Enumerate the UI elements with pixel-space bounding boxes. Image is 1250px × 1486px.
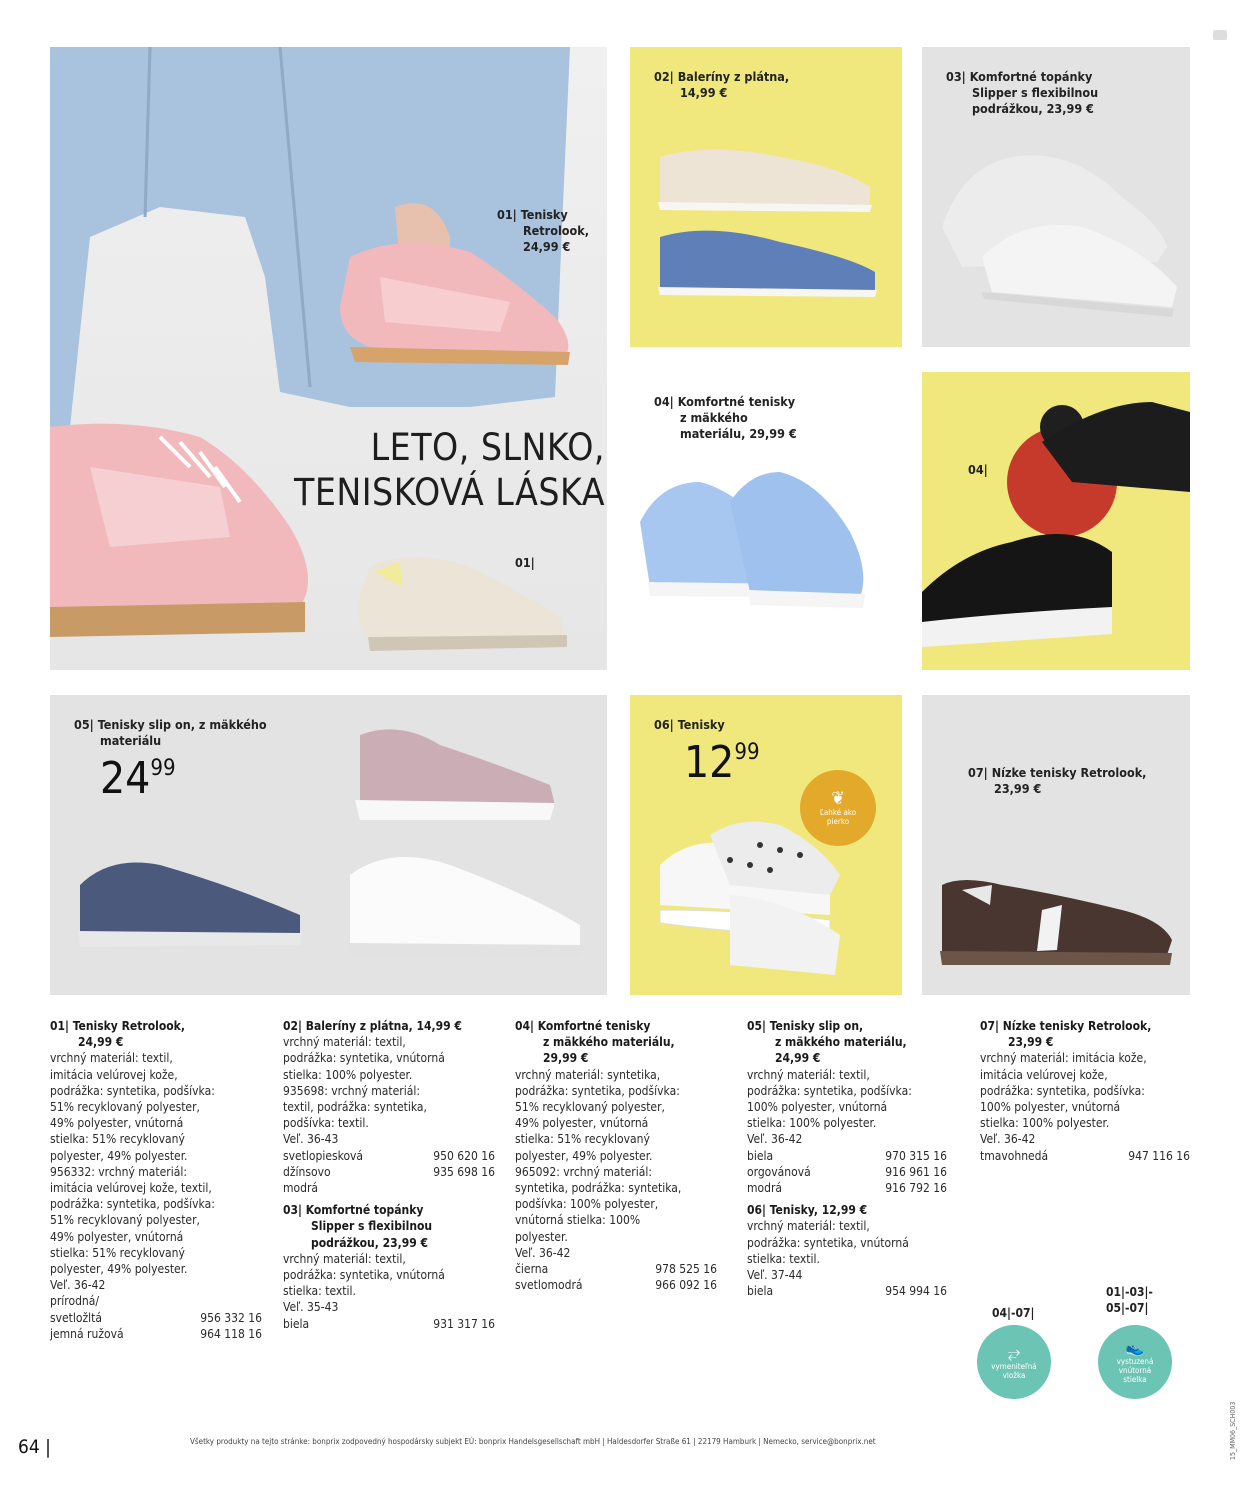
c2-title-3c: podrážkou, 23,99 € [311,1235,428,1250]
hero-headline [275,425,605,515]
hero-tag-01: 01| [515,555,535,570]
c3-r1-name: čierna [515,1262,549,1277]
panel-06-tenisky [630,695,902,995]
hero-label-num: 01| [497,207,517,222]
replaceable-insole-badge [977,1325,1051,1399]
insole-icon: ⥂ [1007,1343,1021,1362]
c5-r1-code: 947 116 16 [1128,1148,1190,1163]
c4-r6-code: 954 994 16 [885,1284,947,1299]
c4-variant-1 [747,1148,947,1164]
hero-label-l2: Retrolook, [523,223,589,238]
detail-col-04 [515,1018,717,1293]
p03-l2: Slipper s flexibilnou [972,85,1099,100]
c2-l3-0: vrchný materiál: textil, [283,1251,406,1266]
c3-r2-name: svetlomodrá [515,1278,583,1293]
p05-num: 05| [74,717,94,732]
feather-icon: ❦ [831,788,845,809]
c3-variant-1 [515,1261,717,1277]
badge-line-1: Ľahké ako [819,808,857,817]
c5-line-4: stielka: 100% polyester. [980,1116,1110,1131]
c2-title-3b: Slipper s flexibilnou [311,1219,433,1234]
c3-r1-code: 978 525 16 [655,1262,717,1277]
p02-l2: 14,99 € [680,85,728,100]
c3-line-11: Veľ. 36-42 [515,1245,571,1260]
c3-line-0: vrchný materiál: syntetika, [515,1067,661,1082]
c4-line-0: vrchný materiál: textil, [747,1067,870,1082]
c4-variant-6 [747,1283,947,1299]
c2-r1-name: svetlopiesková [283,1148,364,1163]
c1-line-14: Veľ. 36-42 [50,1278,106,1293]
c4-variant-3 [747,1180,947,1196]
c5-line-5: Veľ. 36-42 [980,1132,1036,1147]
c4-line-1: podrážka: syntetika, podšívka: [747,1083,912,1098]
c1-r2-name: jemná ružová [50,1326,124,1341]
panel-04-soft-sneakers [630,372,902,672]
c5-r1-name: tmavohnedá [980,1148,1049,1163]
c5-line-1: imitácia velúrovej kože, [980,1067,1108,1082]
icon2-label-l2: 05|-07| [1106,1301,1149,1315]
c4-r3-code: 916 792 16 [885,1181,947,1196]
soft-sneakers-image [630,372,902,672]
c4-title-2: z mäkkého materiálu, [775,1035,907,1050]
detail-col-07 [980,1018,1190,1164]
panel-02-ballerinas [630,47,902,347]
panel-03-slippers [922,47,1190,347]
c2-variant-3 [283,1316,495,1332]
catalog-code: 15_MM06_SCH003 [1229,1401,1237,1460]
c4-r6-name: biela [747,1284,774,1299]
icon2-text-l1: vystuzená [1116,1357,1154,1366]
hero-photo [50,47,607,670]
c1-line-9: podrážka: syntetika, podšívka: [50,1197,215,1212]
c2-line-1: podrážka: syntetika, vnútorná [283,1051,445,1066]
panel-04-black-sneakers [922,372,1190,670]
c4-title-3: 24,99 € [775,1051,821,1066]
c2-line-0: vrchný materiál: textil, [283,1035,406,1050]
headline-line-2: TENISKOVÁ LÁSKA [294,471,605,514]
detail-col-05 [747,1018,947,1299]
panel-07-low-sneakers [922,695,1190,995]
p03-l1: Komfortné topánky [969,69,1093,84]
p06-price-dec: 99 [734,740,760,765]
c4-title-6: 06| Tenisky, 12,99 € [747,1203,868,1218]
shoe-icon: 👟 [1125,1339,1145,1357]
hero-label-l1: Tenisky [520,207,568,222]
c1-variant-2 [50,1326,262,1342]
c1-r2-code: 964 118 16 [200,1326,262,1341]
c4-title-1: 05| Tenisky slip on, [747,1019,864,1033]
icon2-text-l3: stielka [1123,1375,1147,1384]
c2-title-1: 02| Baleríny z plátna, 14,99 € [283,1019,462,1033]
c2-r2-name2: modrá [283,1181,319,1196]
p06-num: 06| [654,717,674,732]
c3-line-8: podšívka: 100% polyester, [515,1197,659,1212]
c4-r3-name: modrá [747,1181,783,1196]
c3-variant-2 [515,1277,717,1293]
c3-line-5: polyester, 49% polyester. [515,1148,653,1163]
c3-title-3: 29,99 € [543,1051,589,1066]
p03-num: 03| [946,69,966,84]
c4-r2-code: 916 961 16 [885,1164,947,1179]
p06-price-int: 12 [684,737,735,788]
c4-variant-2 [747,1164,947,1180]
ballerinas-image [630,47,902,347]
c2-line-5: podšívka: textil. [283,1116,369,1131]
c1-title-2: 24,99 € [78,1035,124,1050]
c3-line-3: 49% polyester, vnútorná [515,1116,649,1131]
c1-line-0: vrchný materiál: textil, [50,1051,173,1066]
p04b-label: 04| [968,462,988,477]
c1-line-3: 51% recyklovaný polyester, [50,1100,200,1115]
c3-r2-code: 966 092 16 [655,1278,717,1293]
c2-r2-code: 935 698 16 [433,1164,495,1179]
c5-line-0: vrchný materiál: imitácia kože, [980,1051,1147,1066]
c1-title-1: 01| Tenisky Retrolook, [50,1019,185,1033]
p05-price-int: 24 [100,753,151,804]
page-number: 64 | [18,1436,51,1458]
c3-line-7: syntetika, podrážka: syntetika, [515,1181,682,1196]
p07-num: 07| [968,765,988,780]
c4-r2-name: orgovánová [747,1164,811,1179]
c4-l6-0: vrchný materiál: textil, [747,1219,870,1234]
c3-line-10: polyester. [515,1229,568,1244]
c4-l6-2: stielka: textil. [747,1251,820,1266]
black-sneakers-image [922,372,1190,670]
c3-line-6: 965092: vrchný materiál: [515,1164,652,1179]
c1-line-11: 49% polyester, vnútorná [50,1229,184,1244]
c1-line-13: polyester, 49% polyester. [50,1262,188,1277]
detail-col-02 [283,1018,495,1332]
c5-title-2: 23,99 € [1008,1035,1054,1050]
c1-line-4: 49% polyester, vnútorná [50,1116,184,1131]
c1-r1-name: prírodná/ [50,1294,100,1309]
p02-l1: Baleríny z plátna, [677,69,790,84]
p04a-l1: Komfortné tenisky [677,394,796,409]
corner-mark [1213,30,1227,40]
c2-variant-2 [283,1164,495,1180]
hero-label-price: 24,99 € [523,239,571,254]
c3-line-4: stielka: 51% recyklovaný [515,1132,650,1147]
footer-legal-text: Všetky produkty na tejto stránke: bonprix zodpovedný hospodársky subjekt EÚ: bonprix Handelsgesellschaft mbH | Haldesdorfer Straße 61 | 22179 Hamburk | Nemecko, service@bonprix.net [190,1437,876,1446]
slip-on-sneakers-image [50,695,607,995]
c2-line-2: stielka: 100% polyester. [283,1067,413,1082]
c2-line-3: 935698: vrchný materiál: [283,1083,420,1098]
p04a-num: 04| [654,394,674,409]
c2-variant-1 [283,1148,495,1164]
c1-variant-1 [50,1293,262,1309]
c1-line-7: 956332: vrchný materiál: [50,1164,187,1179]
p06-l1: Tenisky [677,717,725,732]
c2-r3-code: 931 317 16 [433,1316,495,1331]
c2-l3-3: Veľ. 35-43 [283,1300,339,1315]
c3-title-2: z mäkkého materiálu, [543,1035,675,1050]
c2-line-4: textil, podrážka: syntetika, [283,1100,427,1115]
c1-line-10: 51% recyklovaný polyester, [50,1213,200,1228]
hero-panel [50,47,607,670]
c3-line-9: vnútorná stielka: 100% [515,1213,641,1228]
c2-r3-name: biela [283,1316,310,1331]
c1-line-12: stielka: 51% recyklovaný [50,1245,185,1260]
badge-line-2: pierko [826,817,850,826]
c5-title-1: 07| Nízke tenisky Retrolook, [980,1019,1152,1033]
c4-line-4: Veľ. 36-42 [747,1132,803,1147]
c1-line-8: imitácia velúrovej kože, textil, [50,1181,212,1196]
c2-title-3a: 03| Komfortné topánky [283,1203,424,1218]
c4-line-2: 100% polyester, vnútorná [747,1100,888,1115]
p03-l3: podrážkou, 23,99 € [972,101,1094,116]
c1-r1-name2: svetložltá [50,1310,103,1325]
panel-05-slip-on [50,695,607,995]
p05-l1: Tenisky slip on, z mäkkého [97,717,267,732]
p07-l1: Nízke tenisky Retrolook, [991,765,1147,780]
page-number-value: 64 [18,1436,40,1458]
p04a-l2: z mäkkého [680,410,748,425]
p07-l2: 23,99 € [994,781,1042,796]
c5-line-2: podrážka: syntetika, podšívka: [980,1083,1145,1098]
c3-title-1: 04| Komfortné tenisky [515,1019,651,1033]
white-sneakers-image [630,695,902,995]
c1-line-1: imitácia velúrovej kože, [50,1067,178,1082]
c1-r1-code: 956 332 16 [200,1310,262,1325]
c2-r1-code: 950 620 16 [433,1148,495,1163]
c5-variant-1 [980,1148,1190,1164]
icon2-label-l1: 01|-03|- [1106,1285,1153,1299]
padded-insole-badge [1098,1325,1172,1399]
c5-line-3: 100% polyester, vnútorná [980,1100,1121,1115]
brown-sneakers-image [922,695,1190,995]
slippers-image [922,47,1190,347]
c2-line-6: Veľ. 36-43 [283,1132,339,1147]
c1-variant-1b [50,1310,262,1326]
p05-price-dec: 99 [150,756,176,781]
p02-num: 02| [654,69,674,84]
c1-line-2: podrážka: syntetika, podšívka: [50,1083,215,1098]
icon1-text-l2: vložka [1002,1371,1026,1380]
c4-l6-1: podrážka: syntetika, vnútorná [747,1235,909,1250]
c1-line-6: polyester, 49% polyester. [50,1148,188,1163]
icon2-text-l2: vnútorná [1118,1366,1152,1375]
c3-line-1: podrážka: syntetika, podšívka: [515,1083,680,1098]
c4-r1-name: biela [747,1148,774,1163]
icon1-text-l1: vymeniteľná [991,1362,1037,1371]
c2-l3-1: podrážka: syntetika, vnútorná [283,1268,445,1283]
p04a-l3: materiálu, 29,99 € [680,426,797,441]
c1-line-5: stielka: 51% recyklovaný [50,1132,185,1147]
detail-col-01 [50,1018,262,1342]
c3-line-2: 51% recyklovaný polyester, [515,1100,665,1115]
c4-r1-code: 970 315 16 [885,1148,947,1163]
c4-line-3: stielka: 100% polyester. [747,1116,877,1131]
icon1-label: 04|-07| [992,1306,1035,1320]
p05-l2: materiálu [100,733,162,748]
hero-product-label [497,207,589,255]
c2-l3-2: stielka: textil. [283,1284,356,1299]
icon2-label [1106,1284,1153,1316]
c2-r2-name: džínsovo [283,1164,331,1179]
c4-l6-3: Veľ. 37-44 [747,1268,803,1283]
headline-line-1: LETO, SLNKO, [370,426,605,469]
